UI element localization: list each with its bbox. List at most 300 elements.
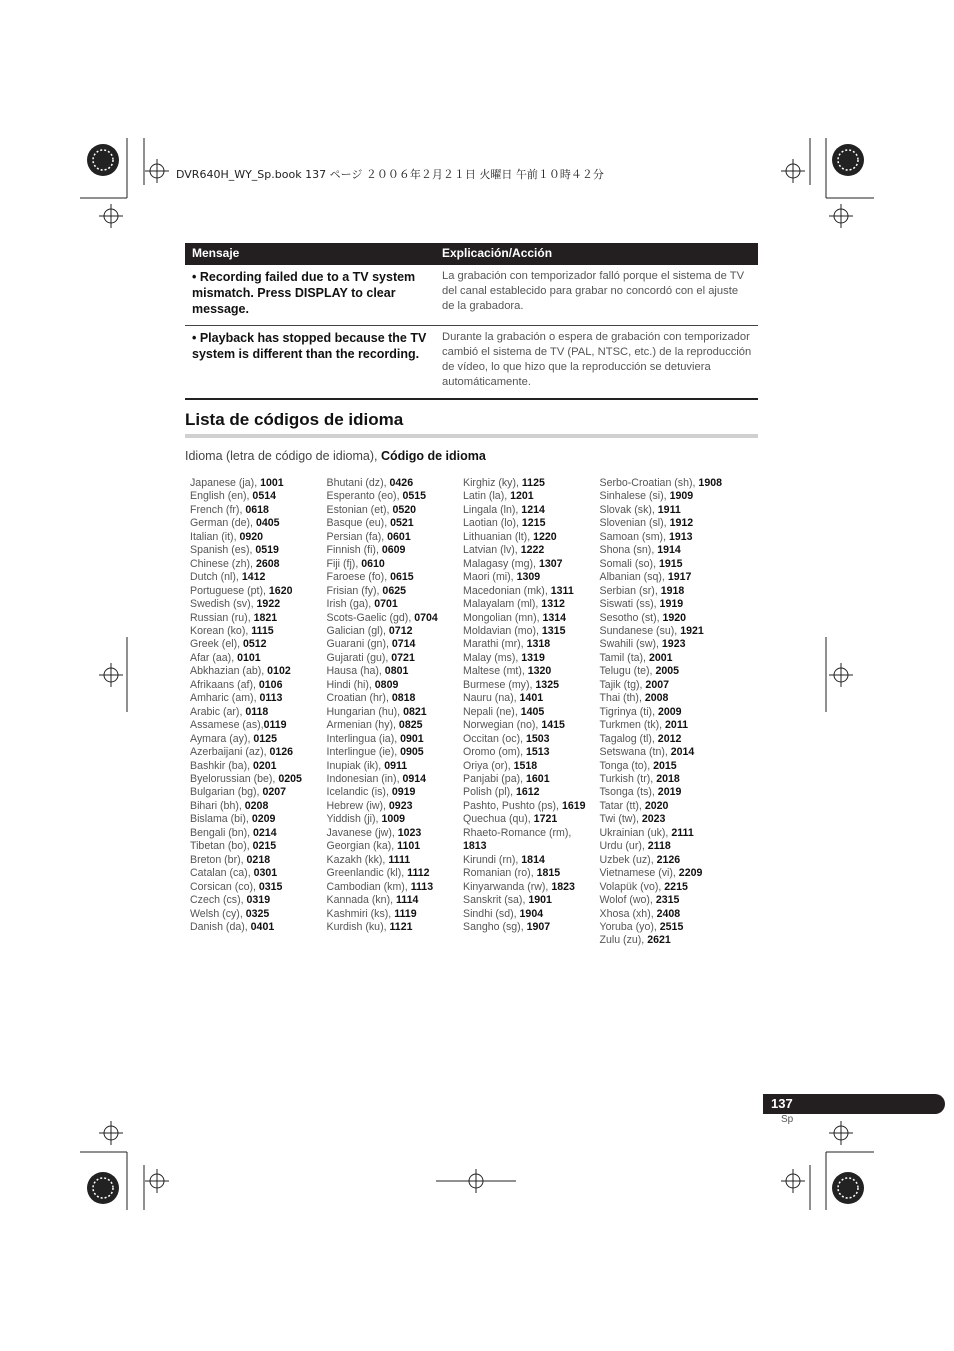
language-name: Pashto, Pushto (ps), bbox=[463, 799, 562, 812]
list-item bbox=[190, 531, 327, 544]
language-name: Tigrinya (ti), bbox=[599, 705, 658, 718]
list-item bbox=[600, 504, 737, 517]
page-language: Sp bbox=[781, 1114, 794, 1125]
language-name: Turkmen (tk), bbox=[599, 719, 666, 732]
list-item bbox=[327, 719, 464, 732]
list-item bbox=[190, 746, 327, 759]
list-item bbox=[463, 854, 600, 867]
language-code: 1814 bbox=[521, 853, 545, 866]
language-code: 0721 bbox=[391, 651, 415, 664]
language-name: Tsonga (ts), bbox=[599, 786, 658, 799]
language-code: 1119 bbox=[394, 907, 417, 920]
language-code: 0515 bbox=[402, 490, 427, 503]
language-name: Assamese (as), bbox=[190, 719, 264, 732]
list-item bbox=[463, 544, 600, 557]
list-item bbox=[327, 786, 464, 799]
language-name: Kashmiri (ks), bbox=[326, 907, 395, 920]
language-name: Cambodian (km), bbox=[326, 880, 411, 893]
language-code: 0118 bbox=[245, 705, 269, 718]
language-name: Greenlandic (kl), bbox=[326, 867, 408, 880]
list-item bbox=[463, 504, 600, 517]
language-code: 2011 bbox=[665, 719, 689, 732]
list-item bbox=[600, 531, 737, 544]
language-name: Tajik (tg), bbox=[599, 678, 646, 691]
list-item bbox=[327, 612, 464, 625]
list-item bbox=[600, 585, 737, 598]
language-code: 2023 bbox=[641, 813, 666, 826]
language-name: Indonesian (in), bbox=[326, 772, 403, 785]
language-code: 0818 bbox=[391, 692, 416, 705]
language-name: Malagasy (mg), bbox=[463, 557, 539, 570]
language-name: Chinese (zh), bbox=[190, 557, 256, 570]
list-item bbox=[463, 773, 600, 786]
language-code: 1823 bbox=[551, 880, 575, 893]
language-name: Bhutani (dz), bbox=[326, 477, 390, 489]
language-name: Laotian (lo), bbox=[463, 517, 522, 530]
list-item bbox=[600, 625, 737, 638]
code-column bbox=[327, 477, 464, 948]
list-item bbox=[327, 625, 464, 638]
list-item bbox=[190, 786, 327, 799]
language-code: 1318 bbox=[526, 638, 551, 651]
list-item bbox=[463, 840, 600, 853]
list-item bbox=[463, 517, 600, 530]
list-item bbox=[327, 867, 464, 880]
language-code: 0901 bbox=[400, 732, 424, 745]
list-item bbox=[327, 571, 464, 584]
language-name: Byelorussian (be), bbox=[190, 772, 279, 785]
language-name: Ukrainian (uk), bbox=[599, 826, 672, 839]
list-item bbox=[463, 531, 600, 544]
language-code: 1918 bbox=[660, 584, 685, 597]
language-code: 1214 bbox=[521, 503, 545, 516]
list-item bbox=[463, 638, 600, 651]
language-code: 1821 bbox=[253, 611, 278, 624]
language-name: Yiddish (ji), bbox=[326, 813, 382, 826]
language-name: Spanish (es), bbox=[190, 544, 256, 557]
language-code: 1901 bbox=[528, 894, 552, 907]
language-name: Twi (tw), bbox=[599, 813, 642, 826]
language-name: Japanese (ja), bbox=[190, 477, 261, 489]
language-name: Hebrew (iw), bbox=[326, 799, 389, 812]
language-code: 0821 bbox=[403, 705, 427, 718]
file-info-line: DVR640H_WY_Sp.book 137 ページ ２００６年２月２１日 火曜日 午前１０時４２分 bbox=[176, 168, 604, 181]
language-code: 1620 bbox=[268, 584, 293, 597]
language-name: Vietnamese (vi), bbox=[599, 867, 679, 880]
language-code: 1220 bbox=[533, 530, 557, 543]
language-code: 1721 bbox=[533, 813, 558, 826]
list-item bbox=[190, 800, 327, 813]
list-item bbox=[600, 827, 737, 840]
language-name: Turkish (tr), bbox=[599, 772, 657, 785]
language-code: 1201 bbox=[510, 490, 534, 503]
section-rule bbox=[185, 434, 758, 438]
language-name: Slovenian (sl), bbox=[599, 517, 670, 530]
language-name: Fiji (fj), bbox=[326, 557, 362, 570]
explanation-cell: Durante la grabación o espera de grabación con temporizador cambió el sistema de TV (PAL, NTSC, etc.) de la reproducción de vídeo, lo que hizo que la reproducción se detuviera automáticamente. bbox=[442, 331, 752, 388]
language-name: Slovak (sk), bbox=[599, 503, 658, 516]
list-item bbox=[463, 558, 600, 571]
language-name: Macedonian (mk), bbox=[463, 584, 551, 597]
language-name: Catalan (ca), bbox=[190, 867, 254, 880]
list-item bbox=[463, 881, 600, 894]
language-code: 0215 bbox=[252, 840, 277, 853]
list-item bbox=[190, 571, 327, 584]
language-name: Sesotho (st), bbox=[599, 611, 663, 624]
language-code: 1923 bbox=[661, 638, 686, 651]
language-name: Kannada (kn), bbox=[326, 894, 396, 907]
page-number-tab bbox=[763, 1094, 945, 1114]
list-item bbox=[463, 733, 600, 746]
language-code: 0126 bbox=[269, 746, 294, 759]
list-item bbox=[600, 934, 737, 947]
list-item bbox=[190, 733, 327, 746]
list-item bbox=[327, 746, 464, 759]
list-item bbox=[600, 638, 737, 651]
legend-bold: Código de idioma bbox=[380, 449, 486, 463]
language-code: 1314 bbox=[542, 611, 567, 624]
language-code: 1311 bbox=[550, 584, 574, 597]
language-name: Malayalam (ml), bbox=[463, 598, 542, 611]
list-item bbox=[327, 854, 464, 867]
language-name: Maltese (mt), bbox=[463, 665, 528, 678]
language-code: 2608 bbox=[255, 557, 280, 570]
list-item bbox=[190, 813, 327, 826]
list-item bbox=[600, 854, 737, 867]
language-code: 1315 bbox=[541, 624, 566, 637]
language-code: 1913 bbox=[668, 530, 693, 543]
language-code: 1101 bbox=[397, 840, 421, 853]
language-code: 1909 bbox=[669, 490, 694, 503]
language-code: 0207 bbox=[262, 786, 287, 799]
list-item bbox=[327, 894, 464, 907]
language-name: English (en), bbox=[190, 490, 253, 503]
language-code: 0301 bbox=[253, 867, 278, 880]
table-row bbox=[185, 265, 758, 326]
language-name: Zulu (zu), bbox=[599, 934, 648, 947]
language-code: 0920 bbox=[239, 530, 264, 543]
list-item bbox=[463, 490, 600, 503]
language-code: 0218 bbox=[246, 853, 271, 866]
list-item bbox=[190, 477, 327, 490]
code-column bbox=[463, 477, 600, 948]
language-name: Oriya (or), bbox=[463, 759, 514, 772]
language-code: 0701 bbox=[374, 598, 398, 611]
language-code: 0610 bbox=[361, 557, 385, 570]
list-item bbox=[600, 800, 737, 813]
language-code: 1904 bbox=[519, 907, 544, 920]
list-item bbox=[190, 760, 327, 773]
list-item bbox=[327, 908, 464, 921]
language-name: Somali (so), bbox=[599, 557, 659, 570]
list-item bbox=[600, 665, 737, 678]
language-code: 1914 bbox=[657, 544, 681, 557]
language-name: Lingala (ln), bbox=[463, 503, 522, 516]
language-name: Kirghiz (ky), bbox=[463, 477, 522, 489]
language-name: Thai (th), bbox=[599, 692, 645, 705]
list-item bbox=[190, 517, 327, 530]
code-column bbox=[190, 477, 327, 948]
language-code: 1325 bbox=[535, 678, 559, 691]
language-code: 1911 bbox=[657, 503, 681, 516]
code-column bbox=[600, 477, 737, 948]
language-name: Bashkir (ba), bbox=[190, 759, 253, 772]
language-code: 0521 bbox=[390, 517, 414, 530]
language-code: 2209 bbox=[678, 867, 703, 880]
language-name: Afar (aa), bbox=[190, 651, 238, 664]
language-code: 2126 bbox=[656, 853, 681, 866]
language-name: Danish (da), bbox=[190, 920, 251, 933]
list-item bbox=[600, 760, 737, 773]
list-item bbox=[190, 638, 327, 651]
language-name: Bislama (bi), bbox=[190, 813, 252, 826]
language-code: 1114 bbox=[396, 894, 419, 907]
language-name: Tatar (tt), bbox=[599, 799, 645, 812]
list-item bbox=[463, 800, 600, 813]
list-item bbox=[327, 760, 464, 773]
language-code: 1912 bbox=[669, 517, 694, 530]
list-item bbox=[190, 585, 327, 598]
list-item bbox=[190, 894, 327, 907]
list-item bbox=[600, 571, 737, 584]
language-name: Uzbek (uz), bbox=[599, 853, 657, 866]
language-name: Georgian (ka), bbox=[326, 840, 398, 853]
language-code: 1503 bbox=[526, 732, 550, 745]
language-code: 0119 bbox=[263, 719, 287, 732]
legend-prefix: Idioma (letra de código de idioma), bbox=[185, 449, 381, 463]
list-item bbox=[463, 786, 600, 799]
language-code: 0519 bbox=[255, 544, 279, 557]
language-name: Guarani (gn), bbox=[326, 638, 392, 651]
language-name: Aymara (ay), bbox=[190, 732, 254, 745]
language-code: 1612 bbox=[515, 786, 540, 799]
list-item bbox=[463, 692, 600, 705]
language-name: Volapük (vo), bbox=[599, 880, 665, 893]
list-item bbox=[600, 786, 737, 799]
list-item bbox=[190, 625, 327, 638]
list-item bbox=[190, 867, 327, 880]
list-item bbox=[600, 598, 737, 611]
language-name: Telugu (te), bbox=[599, 665, 656, 678]
language-name: Dutch (nl), bbox=[190, 571, 242, 584]
language-code: 1309 bbox=[516, 571, 541, 584]
list-item bbox=[190, 544, 327, 557]
list-item bbox=[463, 598, 600, 611]
list-item bbox=[327, 558, 464, 571]
language-name: Hungarian (hu), bbox=[326, 705, 404, 718]
language-code: 2019 bbox=[657, 786, 682, 799]
language-name: Polish (pl), bbox=[463, 786, 516, 799]
list-item bbox=[600, 679, 737, 692]
language-name: Finnish (fi), bbox=[326, 544, 382, 557]
language-code: 1922 bbox=[256, 598, 281, 611]
language-code: 1121 bbox=[389, 920, 413, 933]
list-item bbox=[463, 746, 600, 759]
list-item bbox=[327, 840, 464, 853]
language-code: 1908 bbox=[698, 477, 722, 489]
list-item bbox=[327, 706, 464, 719]
language-code: 0919 bbox=[391, 786, 416, 799]
language-name: Malay (ms), bbox=[463, 651, 522, 664]
header-message: Mensaje bbox=[192, 246, 240, 260]
list-item bbox=[463, 719, 600, 732]
list-item bbox=[600, 719, 737, 732]
list-item bbox=[600, 692, 737, 705]
list-item bbox=[327, 692, 464, 705]
language-name: Swahili (sw), bbox=[599, 638, 662, 651]
header-explanation: Explicación/Acción bbox=[442, 246, 553, 260]
language-code: 2015 bbox=[653, 759, 677, 772]
list-item bbox=[463, 813, 600, 826]
language-name: Abkhazian (ab), bbox=[190, 665, 268, 678]
list-item bbox=[190, 827, 327, 840]
language-name: Basque (eu), bbox=[326, 517, 391, 530]
language-code: 0618 bbox=[245, 503, 269, 516]
language-code: 0113 bbox=[259, 692, 283, 705]
language-name: Korean (ko), bbox=[190, 624, 252, 637]
language-name: Hausa (ha), bbox=[326, 665, 385, 678]
language-name: Yoruba (yo), bbox=[599, 920, 660, 933]
language-name: Nauru (na), bbox=[463, 692, 520, 705]
language-name: Galician (gl), bbox=[326, 624, 389, 637]
list-item bbox=[327, 733, 464, 746]
language-code: 0101 bbox=[237, 651, 261, 664]
list-item bbox=[600, 813, 737, 826]
language-name: Amharic (am), bbox=[190, 692, 260, 705]
list-item bbox=[327, 827, 464, 840]
language-code: 2515 bbox=[659, 920, 684, 933]
language-name: Sangho (sg), bbox=[463, 920, 527, 933]
language-name: Samoan (sm), bbox=[599, 530, 669, 543]
language-code: 0923 bbox=[388, 799, 413, 812]
list-item bbox=[463, 706, 600, 719]
language-code: 2009 bbox=[657, 705, 682, 718]
language-name: Kurdish (ku), bbox=[326, 920, 390, 933]
explanation-cell: La grabación con temporizador falló porque el sistema de TV del canal establecido para grabar no concordó con el ajuste de la grabadora. bbox=[442, 270, 745, 312]
language-code: 0325 bbox=[245, 907, 270, 920]
language-name: Arabic (ar), bbox=[190, 705, 246, 718]
list-item bbox=[190, 692, 327, 705]
message-cell: • Playback has stopped because the TV system is different than the recording. bbox=[192, 331, 427, 361]
language-name: Occitan (oc), bbox=[463, 732, 526, 745]
language-code: 0615 bbox=[390, 571, 414, 584]
language-code: 2005 bbox=[655, 665, 680, 678]
language-name: Inupiak (ik), bbox=[326, 759, 385, 772]
language-name: Tamil (ta), bbox=[599, 651, 649, 664]
language-name: Serbian (sr), bbox=[599, 584, 661, 597]
language-code: 2012 bbox=[657, 732, 682, 745]
language-code: 2001 bbox=[648, 651, 673, 664]
language-code: 0214 bbox=[253, 826, 277, 839]
language-code: 0905 bbox=[400, 746, 424, 759]
list-item bbox=[600, 894, 737, 907]
language-name: Faroese (fo), bbox=[326, 571, 391, 584]
language-code: 0209 bbox=[251, 813, 276, 826]
language-name: Kirundi (rn), bbox=[463, 853, 522, 866]
language-name: Sanskrit (sa), bbox=[463, 894, 529, 907]
language-name: Persian (fa), bbox=[326, 530, 388, 543]
list-item bbox=[463, 894, 600, 907]
language-code: 0315 bbox=[258, 880, 283, 893]
language-name: Greek (el), bbox=[190, 638, 243, 651]
list-item bbox=[600, 558, 737, 571]
list-item bbox=[600, 612, 737, 625]
message-table bbox=[185, 243, 758, 400]
language-name: Sundanese (su), bbox=[599, 624, 681, 637]
language-name: Urdu (ur), bbox=[599, 840, 648, 853]
language-code: 2008 bbox=[644, 692, 669, 705]
list-item bbox=[463, 908, 600, 921]
language-code: 0405 bbox=[255, 517, 280, 530]
language-code: 0625 bbox=[382, 584, 406, 597]
list-item bbox=[463, 612, 600, 625]
language-code: 1113 bbox=[410, 880, 434, 893]
list-item bbox=[190, 840, 327, 853]
language-name: Italian (it), bbox=[190, 530, 240, 543]
language-code: 1815 bbox=[536, 867, 561, 880]
list-item bbox=[463, 867, 600, 880]
list-item bbox=[327, 531, 464, 544]
language-name: Estonian (et), bbox=[326, 503, 393, 516]
list-item bbox=[327, 598, 464, 611]
language-name: Sindhi (sd), bbox=[463, 907, 520, 920]
list-item bbox=[463, 477, 600, 490]
language-name: Czech (cs), bbox=[190, 894, 247, 907]
list-item bbox=[190, 612, 327, 625]
language-name: Albanian (sq), bbox=[599, 571, 668, 584]
language-code: 0205 bbox=[278, 772, 302, 785]
language-name: Javanese (jw), bbox=[326, 826, 398, 839]
language-name: Kazakh (kk), bbox=[326, 853, 389, 866]
language-name: German (de), bbox=[190, 517, 256, 530]
language-code: 1222 bbox=[520, 544, 545, 557]
list-item bbox=[190, 921, 327, 934]
language-name: Esperanto (eo), bbox=[326, 490, 403, 503]
language-code: 0714 bbox=[391, 638, 416, 651]
language-code: 2020 bbox=[644, 799, 669, 812]
language-name: French (fr), bbox=[190, 503, 246, 516]
list-item bbox=[463, 652, 600, 665]
language-code: 1401 bbox=[519, 692, 544, 705]
language-code: 2118 bbox=[647, 840, 671, 853]
list-item bbox=[190, 908, 327, 921]
list-item bbox=[600, 881, 737, 894]
language-name: Corsican (co), bbox=[190, 880, 259, 893]
language-name: Tibetan (bo), bbox=[190, 840, 253, 853]
language-name: Kinyarwanda (rw), bbox=[463, 880, 552, 893]
language-name: Mongolian (mn), bbox=[463, 611, 543, 624]
list-item bbox=[190, 719, 327, 732]
language-code: 1319 bbox=[521, 651, 545, 664]
language-name: Latvian (lv), bbox=[463, 544, 521, 557]
language-code: 1405 bbox=[520, 705, 545, 718]
language-code: 2111 bbox=[671, 826, 694, 839]
language-name: Croatian (hr), bbox=[326, 692, 392, 705]
list-item bbox=[463, 665, 600, 678]
list-item bbox=[327, 490, 464, 503]
table-row bbox=[185, 326, 758, 400]
language-name: Azerbaijani (az), bbox=[190, 746, 270, 759]
list-item bbox=[327, 679, 464, 692]
list-item bbox=[327, 652, 464, 665]
language-name: Armenian (hy), bbox=[326, 719, 399, 732]
language-name: Shona (sn), bbox=[599, 544, 658, 557]
language-code: 1320 bbox=[527, 665, 552, 678]
language-code: 0704 bbox=[414, 611, 438, 624]
language-code: 1112 bbox=[407, 867, 430, 880]
legend bbox=[185, 449, 486, 463]
language-name: Portuguese (pt), bbox=[190, 584, 269, 597]
